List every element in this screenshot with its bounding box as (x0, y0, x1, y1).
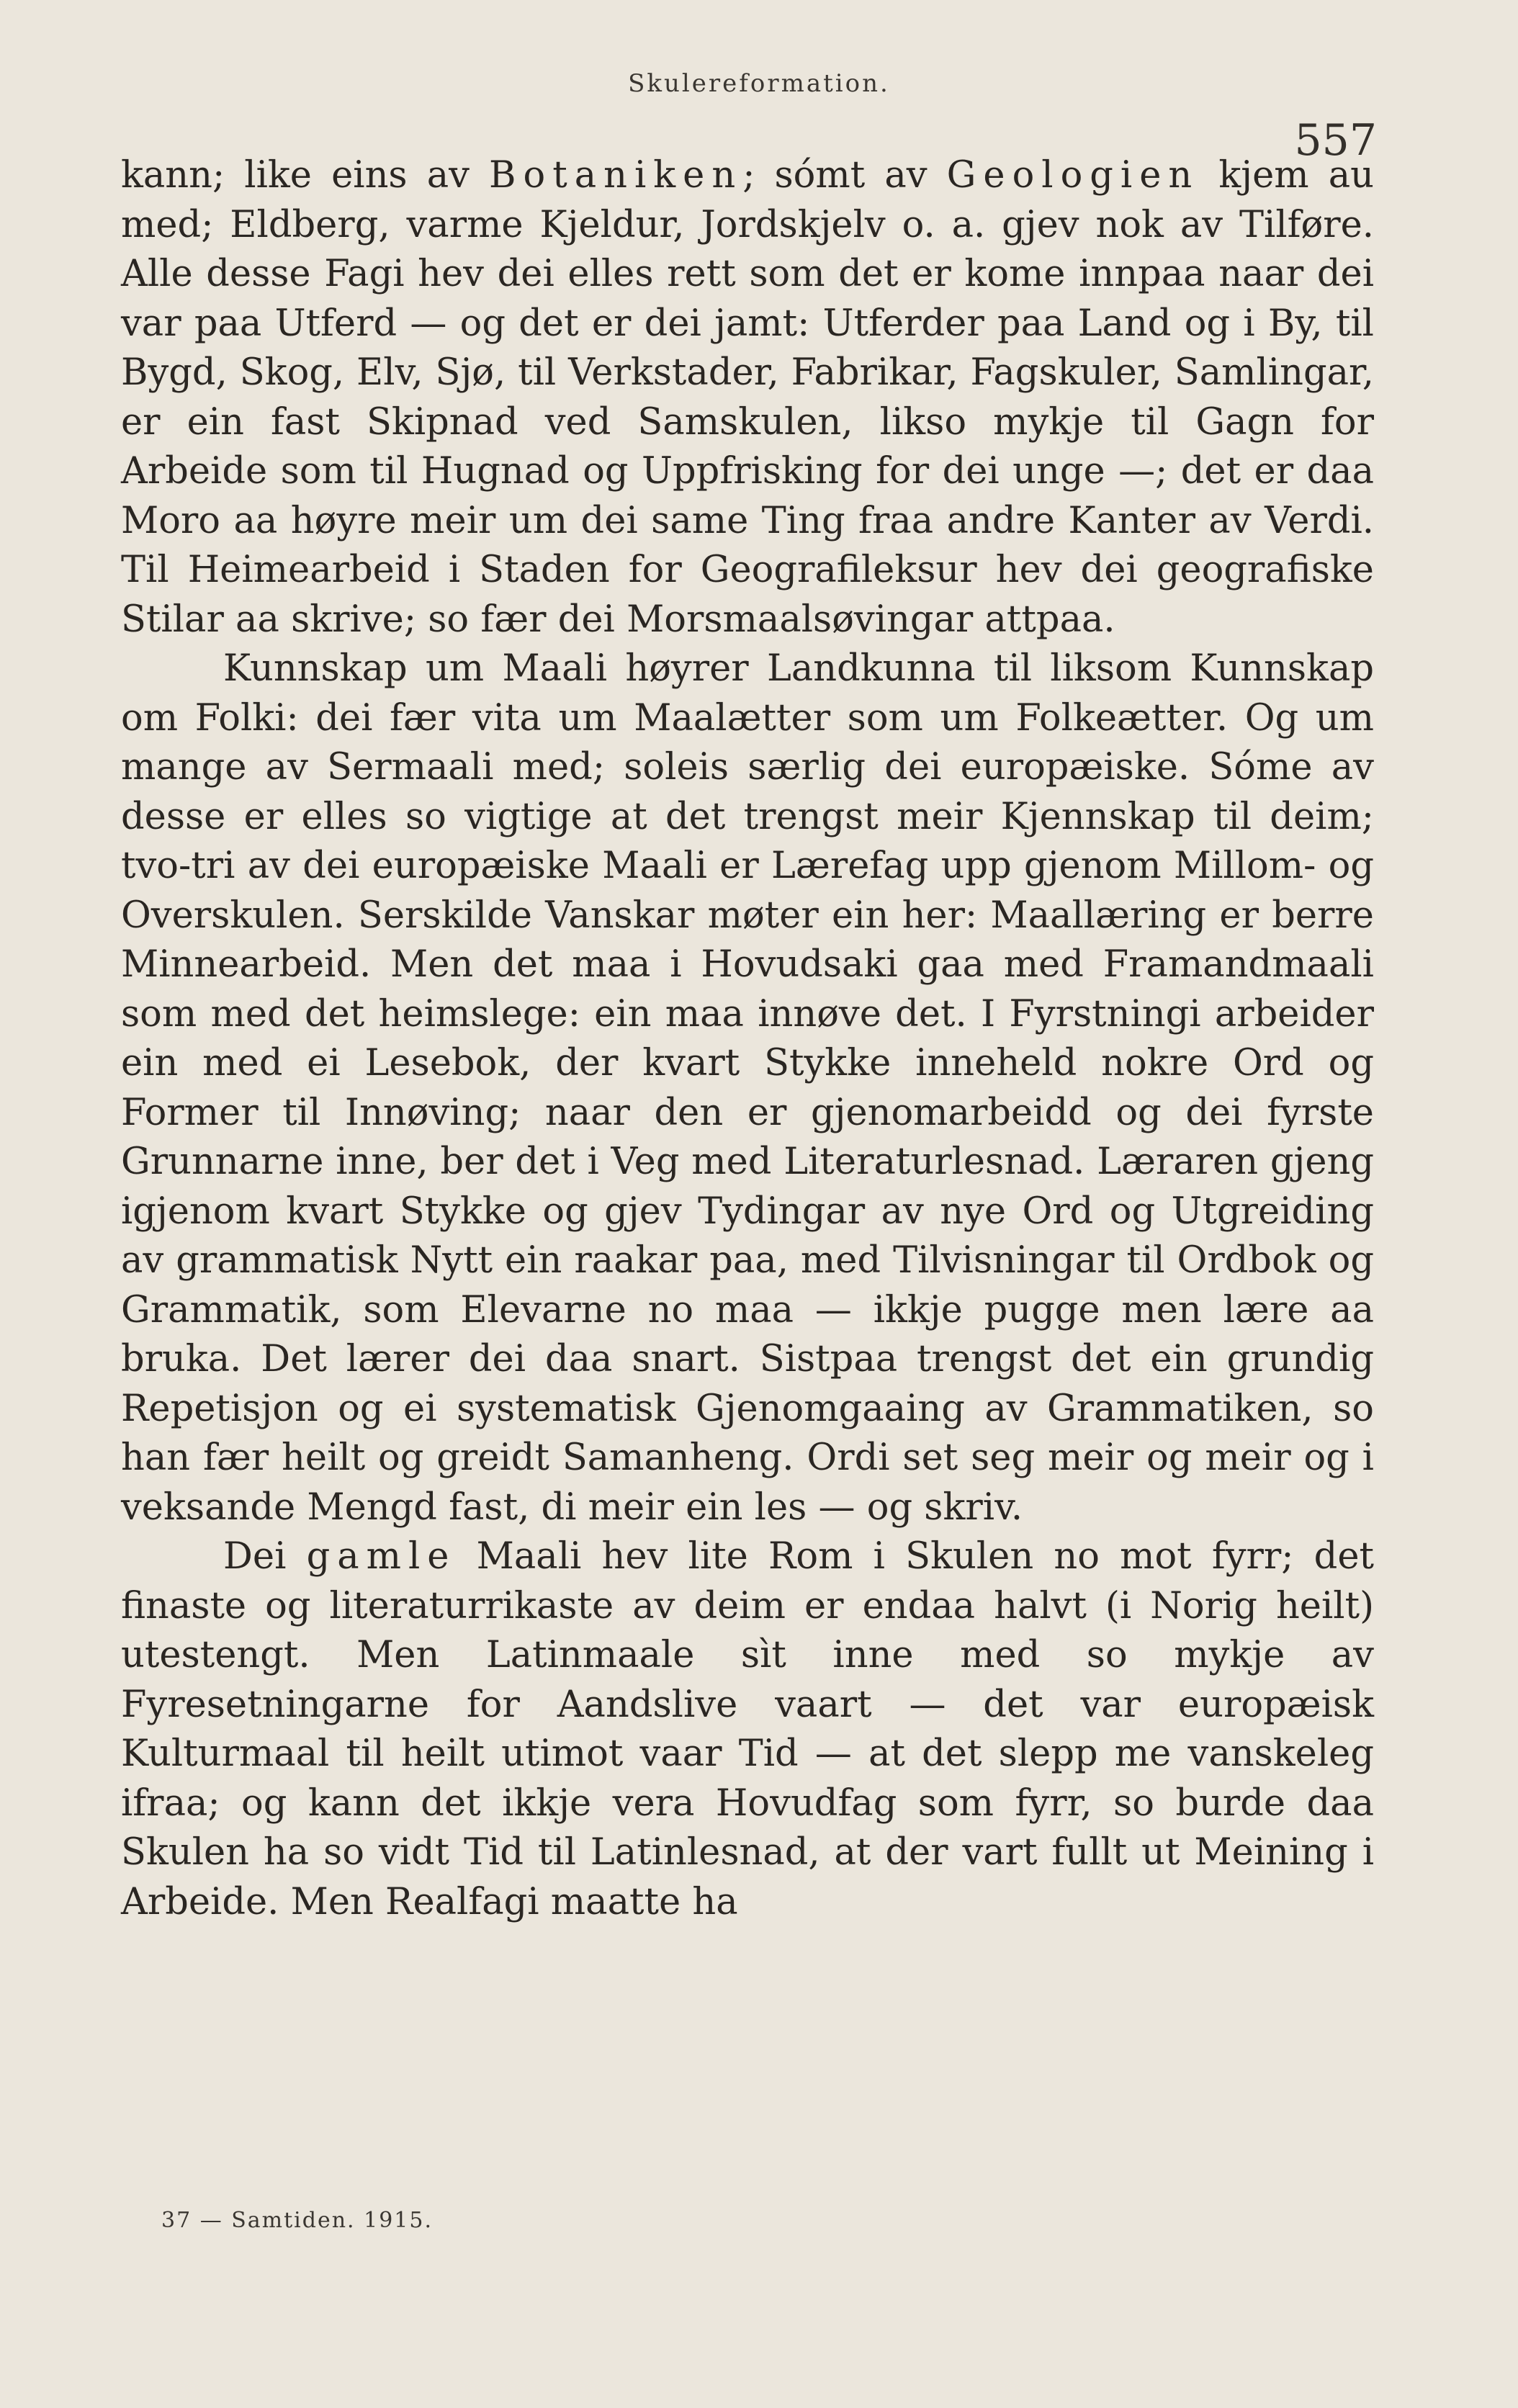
body-text (121, 151, 1374, 1927)
running-title: Skulereformation. (628, 69, 890, 98)
signature-mark: 37 — Samtiden. 1915. (161, 2208, 434, 2233)
paragraph-1 (121, 151, 1374, 644)
emphasis-botaniken: Botaniken (489, 154, 743, 197)
emphasis-gamle: gamle (306, 1535, 457, 1578)
text-run: kjem au med; Eldberg, varme Kjeldur, Jordskjelv o. a. gjev nok av Tilføre. Alle desse Fagi hev dei elles rett som det er kome innpaa naar dei var paa Utferd — og det er dei jamt: Utferder paa Land og i By, til Bygd, Skog, Elv, Sjø, til Verkstader, Fabrikar, Fagskuler, Samlingar, er ein fast Skipnad ved Samskulen, likso mykje til Gagn for Arbeide som til Hugnad og Uppfrisking for dei unge —; det er daa Moro aa høyre meir um dei same Ting fraa andre Kanter av Verdi. Til Heimearbeid i Staden for Geografileksur hev dei geografiske Stilar aa skrive; so fær dei Morsmaalsøvingar attpaa. (121, 154, 1374, 641)
text-run: Dei (223, 1535, 307, 1578)
paragraph-3 (121, 1532, 1374, 1927)
text-run: kann; like eins av (121, 154, 490, 197)
text-run: Maali hev lite Rom i Skulen no mot fyrr; det finaste og literaturrikaste av deim er endaa halvt (i Norig heilt) utestengt. Men Latinmaale sìt inne med so mykje av Fyresetningarne for Aandslive vaart — det var europæisk Kulturmaal til heilt utimot vaar Tid — at det slepp me vanskeleg ifraa; og kann det ikkje vera Hovudfag som fyrr, so burde daa Skulen ha so vidt Tid til Latinlesnad, at der vart fullt ut Meining i Arbeide. Men Realfagi maatte ha (121, 1535, 1375, 1923)
text-run: Kunnskap um Maali høyrer Landkunna til liksom Kunnskap om Folki: dei fær vita um Maalætter som um Folkeætter. Og um mange av Sermaali med; soleis særlig dei europæiske. Sóme av desse er elles so vigtige at det trengst meir Kjennskap til deim; tvo-tri av dei europæiske Maali er Lærefag upp gjenom Millom- og Overskulen. Serskilde Vanskar møter ein her: Maallæring er berre Minnearbeid. Men det maa i Hovudsaki gaa med Framandmaali som med det heimslege: ein maa innøve det. I Fyrstningi arbeider ein med ei Lesebok, der kvart Stykke inneheld nokre Ord og Former til Innøving; naar den er gjenomarbeidd og dei fyrste Grunnarne inne, ber det i Veg med Literaturlesnad. Læraren gjeng igjenom kvart Stykke og gjev Tydingar av nye Ord og Utgreiding av grammatisk Nytt ein raakar paa, med Tilvisningar til Ordbok og Grammatik, som Elevarne no maa — ikkje pugge men lære aa bruka. Det lærer dei daa snart. Sistpaa trengst det ein grundig Repetisjon og ei systematisk Gjenomgaaing av Grammatiken, so han fær heilt og greidt Samanheng. Ordi set seg meir og meir og i veksande Mengd fast, di meir ein les — og skriv. (121, 647, 1374, 1529)
page-number: 557 (1294, 115, 1377, 166)
paragraph-2 (121, 644, 1374, 1532)
emphasis-geologien: Geologien (946, 154, 1200, 197)
text-run: ; sómt av (742, 154, 947, 197)
